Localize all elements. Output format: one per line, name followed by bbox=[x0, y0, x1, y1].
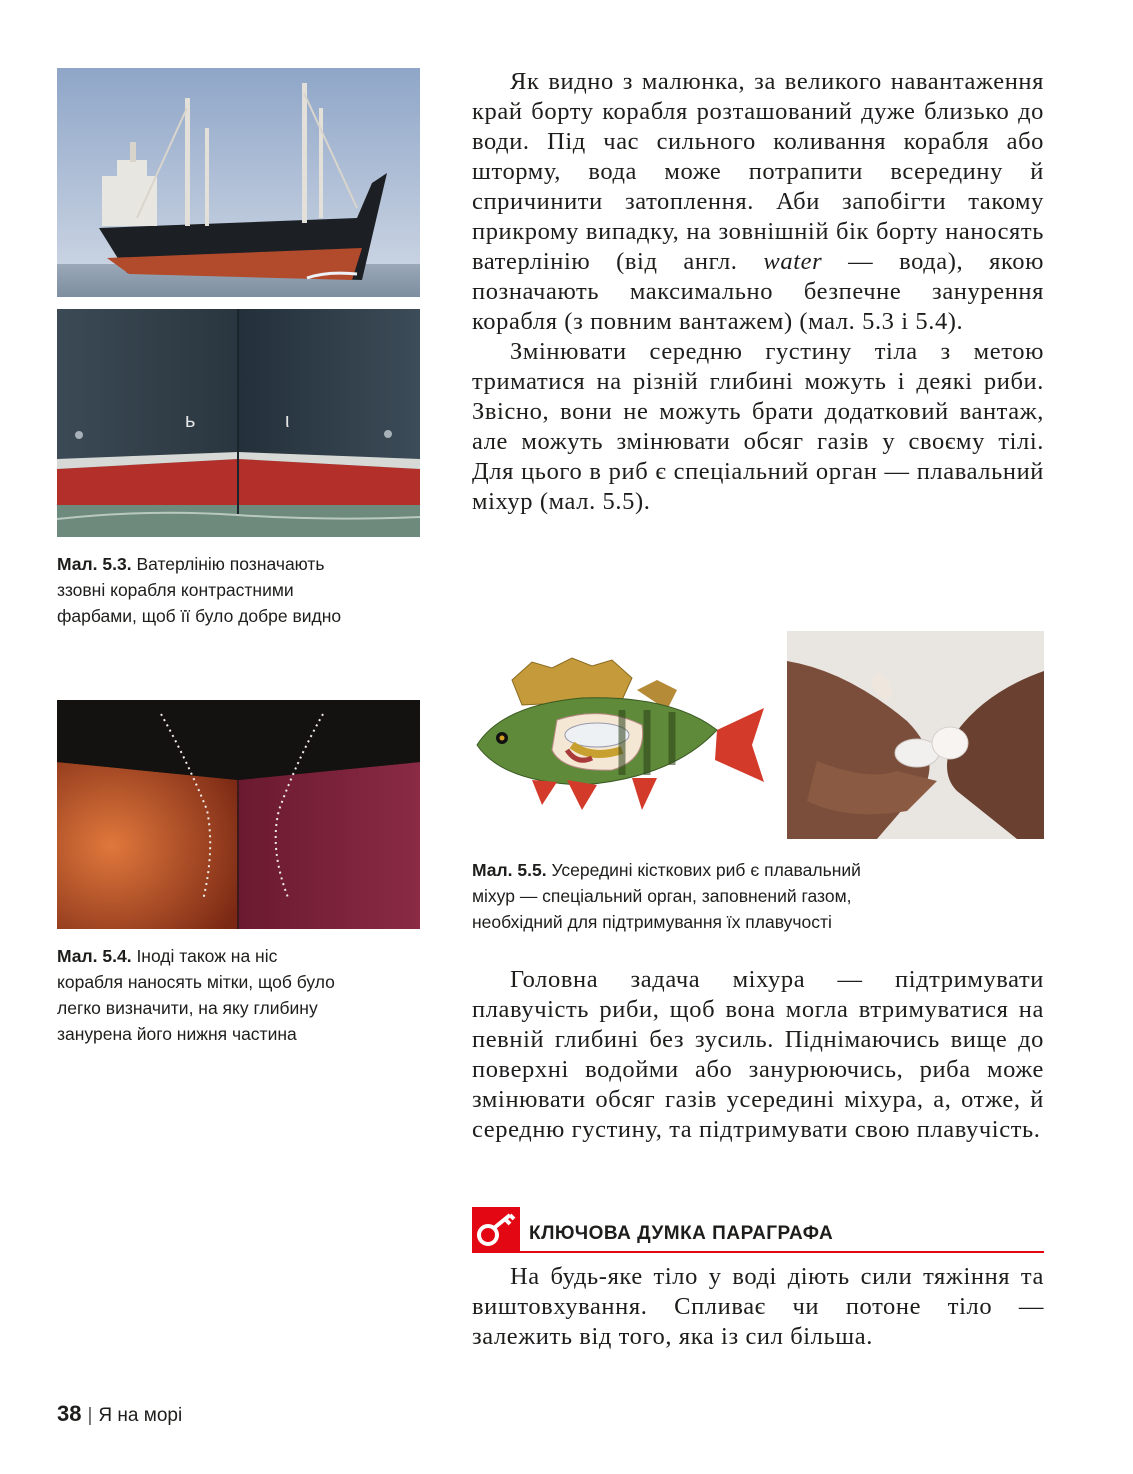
paragraph: На будь-яке тіло у воді діють сили тяжіння та виштовхування. Спливає чи потоне тіло — залежить від того, яка із сил більша. bbox=[472, 1263, 1044, 1350]
section-title: Я на морі bbox=[98, 1405, 183, 1426]
page-footer bbox=[57, 1401, 182, 1427]
paragraph: Змінювати середню густину тіла з метою триматися на різній глибині можуть і деякі риби. Звісно, вони не можуть брати додатковий вантаж, але можуть змінювати обсяг газів у своєму тілі. Для цього в риб є спеціальний орган — плавальний міхур (мал. 5.5). bbox=[472, 338, 1044, 515]
main-text-block-2 bbox=[472, 965, 1044, 1145]
ship-photo bbox=[57, 68, 420, 297]
bow-waterline-photo bbox=[57, 309, 420, 537]
perch-illustration bbox=[472, 650, 768, 822]
draft-marks-photo bbox=[57, 700, 420, 929]
page-number: 38 bbox=[57, 1401, 82, 1426]
caption-line: легко визначити, на яку глибину bbox=[57, 998, 318, 1018]
caption-number: Мал. 5.5. bbox=[472, 860, 547, 880]
caption-fig-5-4 bbox=[57, 943, 427, 1047]
paragraph bbox=[472, 67, 1044, 337]
svg-text:ь: ь bbox=[185, 410, 196, 432]
key-idea-header bbox=[472, 1207, 1044, 1253]
swim-bladder-photo bbox=[787, 631, 1044, 839]
main-text-block-1 bbox=[472, 67, 1044, 517]
paragraph-text: Як видно з малюнка, за великого навантаження край борту корабля розташований дуже близько до води. Під час сильного коливання корабля або шторму, вода може потрапити всередину й спричинити затоплення. Аби запобігти такому прикрому випадку, на зовнішній бік борту наносять ватерлінію (від англ. bbox=[472, 68, 1044, 275]
caption-number: Мал. 5.3. bbox=[57, 554, 132, 574]
svg-text:ι: ι bbox=[285, 410, 290, 432]
caption-line: Іноді також на ніс bbox=[136, 946, 278, 966]
paragraph-emphasis: water bbox=[763, 248, 823, 275]
caption-fig-5-5 bbox=[472, 857, 1032, 935]
paragraph: Головна задача міхура — підтримувати плавучість риби, щоб вона могла втримуватися на певній глибині без зусиль. Піднімаючись вище до поверхні водойми або занурюючись, риба може змінювати обсяг газів усередині міхура, а, отже, й середню густину, та підтримувати свою плавучість. bbox=[472, 966, 1044, 1143]
caption-line: занурена його нижня частина bbox=[57, 1024, 297, 1044]
footer-separator: | bbox=[87, 1405, 93, 1426]
caption-line: міхур — спеціальний орган, заповнений газом, bbox=[472, 886, 852, 906]
caption-line: Усередині кісткових риб є плавальний bbox=[551, 860, 861, 880]
paragraph-text: — вода), якою позначають максимально безпечне занурення корабля (з повним вантажем) (мал. 5.3 і 5.4). bbox=[472, 248, 1045, 335]
caption-number: Мал. 5.4. bbox=[57, 946, 132, 966]
key-icon bbox=[472, 1207, 520, 1251]
caption-line: ззовні корабля контрастними bbox=[57, 580, 294, 600]
caption-fig-5-3 bbox=[57, 551, 427, 629]
caption-line: корабля наносять мітки, щоб було bbox=[57, 972, 335, 992]
caption-line: фарбами, щоб її було добре видно bbox=[57, 606, 342, 626]
caption-line: необхідний для підтримування їх плавучості bbox=[472, 912, 832, 932]
key-idea-text bbox=[472, 1262, 1044, 1352]
caption-line: Ватерлінію позначають bbox=[136, 554, 325, 574]
key-idea-title: КЛЮЧОВА ДУМКА ПАРАГРАФА bbox=[529, 1223, 834, 1244]
